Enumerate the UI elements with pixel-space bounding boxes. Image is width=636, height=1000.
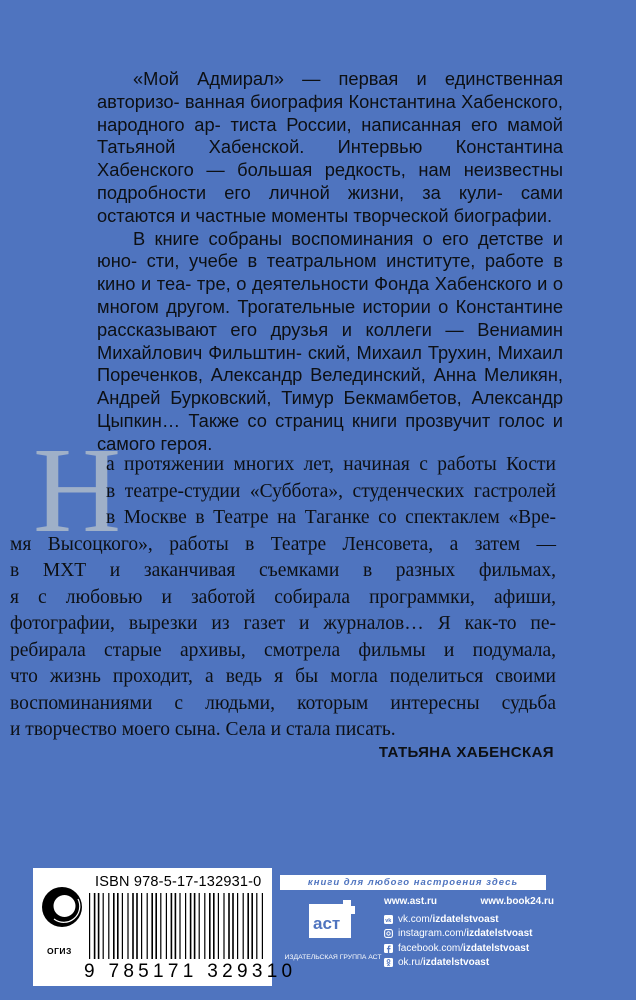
drop-cap: Н (33, 423, 122, 558)
publisher-tagline: книги для любого настроения здесь (280, 875, 546, 890)
barcode-bar (132, 893, 134, 959)
barcode-bar (218, 893, 219, 959)
quote-line: в Москве в Театре на Таганке со спектаклем «Вре- (106, 507, 556, 528)
odnoklassniki-icon (384, 958, 393, 967)
barcode-bar (190, 893, 192, 959)
quote-line: воспоминаниями с людьми, которым интересны судьба (10, 692, 556, 714)
ogiz-label: ОГИЗ (47, 946, 72, 956)
social-link-instagram[interactable]: instagram.com/ izdatelstvoast (384, 927, 554, 942)
barcode-bar (166, 893, 167, 959)
quote-line: и творчество моего сына. Села и стала писать. (10, 719, 396, 740)
barcode-bar (136, 893, 138, 959)
barcode-bar (113, 893, 115, 959)
social-link-vk[interactable]: vk vk.com/ izdatelstvoast (385, 913, 499, 925)
barcode-bar (199, 893, 200, 959)
svg-text:аст: аст (313, 914, 341, 933)
author-quote (10, 452, 556, 744)
quote-line: фотографии, вырезки из газет и журналов… Я как-то пе- (10, 613, 556, 634)
barcode-bar (151, 893, 153, 959)
barcode-bar (262, 893, 263, 959)
barcode-bar (185, 893, 186, 959)
publisher-links (384, 896, 554, 970)
barcode-bar (179, 893, 180, 959)
barcode-digits: 9 785171 329310 (84, 961, 297, 982)
annotation-paragraph-1: «Мой Адмирал» — первая и единственная авторизо- ванная биография Константина Хабенского, народного ар- тиста России, написанная его мамой Татьяной Хабенской. Интервью Константина Хабенского — большая редкость, нам неизвестны подробности его личной жизни, за кули- сами остаются и частные моменты творческой биографии. (97, 68, 563, 226)
quote-line: что жизнь проходит, а ведь я бы могла поделиться своими (10, 666, 556, 687)
quote-line: ребирала старые архивы, смотрела фильмы и подумала, (10, 639, 556, 661)
quote-line: в театре-студии «Суббота», студенческих гастролей (106, 480, 556, 502)
barcode-bar (103, 893, 104, 959)
barcode-bar (243, 893, 244, 959)
barcode-bar (175, 893, 177, 959)
barcode-bar (141, 893, 142, 959)
barcode-bar (247, 893, 249, 959)
barcode-bar (160, 893, 161, 959)
social-link-odnoklassniki[interactable]: ok.ru/ izdatelstvoast (384, 956, 554, 971)
vk-icon (384, 915, 393, 924)
barcode-bar (251, 893, 253, 959)
barcode-bar (171, 893, 173, 959)
publisher-caption: ИЗДАТЕЛЬСКАЯ ГРУППА АСТ (284, 954, 382, 961)
barcode-bars (89, 893, 267, 959)
barcode-bar (117, 893, 119, 959)
book24-website-link[interactable]: www.book24.ru (480, 896, 554, 907)
facebook-icon (384, 944, 393, 953)
barcode-bar (204, 893, 205, 959)
annotation (97, 68, 563, 456)
barcode-bar (194, 893, 196, 959)
barcode-bar (213, 893, 215, 959)
barcode-bar (127, 893, 128, 959)
isbn-number: ISBN 978-5-17-132931-0 (95, 874, 262, 890)
barcode-bar (108, 893, 109, 959)
quote-line: а протяжении многих лет, начиная с работы Кости (106, 454, 556, 475)
ast-website-link[interactable]: www.ast.ru (384, 896, 437, 907)
barcode-bar (147, 893, 148, 959)
quote-line: мя Высоцкого», работы в Театре Ленсовета, а затем — (10, 533, 556, 555)
quote-line: в МХТ и заканчивая съемками в разных фильмах, (10, 560, 556, 581)
barcode-bar (256, 893, 257, 959)
barcode-bar (209, 893, 211, 959)
barcode-bar (223, 893, 224, 959)
quote-line: я с любовью и заботой собирала программки, афиши, (10, 586, 556, 608)
barcode-bar (94, 893, 96, 959)
svg-text:vk: vk (385, 917, 392, 924)
ogiz-logo-icon (40, 885, 84, 929)
barcode-bar (237, 893, 238, 959)
ast-logo-icon (305, 898, 357, 944)
barcode-bar (232, 893, 234, 959)
barcode-bar (122, 893, 123, 959)
barcode-bar (98, 893, 100, 959)
barcode-bar (89, 893, 90, 959)
quote-author: ТАТЬЯНА ХАБЕНСКАЯ (378, 744, 554, 761)
social-link-facebook[interactable]: facebook.com/ izdatelstvoast (384, 941, 554, 956)
barcode-bar (228, 893, 230, 959)
instagram-icon (384, 929, 393, 938)
annotation-paragraph-2: В книге собраны воспоминания о его детстве и юно- сти, учебе в театральном институте, работе в кино и теа- тре, о деятельности Фонда Хабенского и о многом другом. Трогательные истории о Константине рассказывают его друзья и коллеги — Вениамин Михайлович Фильштин- ский, Михаил Трухин, Михаил Пореченков, Александр Велединский, Анна Меликян, Андрей Бурковский, Тимур Бекмамбетов, Александр Цыпкин… Также со страниц книги прозвучит голос и самого героя. (97, 227, 563, 454)
barcode-bar (155, 893, 157, 959)
